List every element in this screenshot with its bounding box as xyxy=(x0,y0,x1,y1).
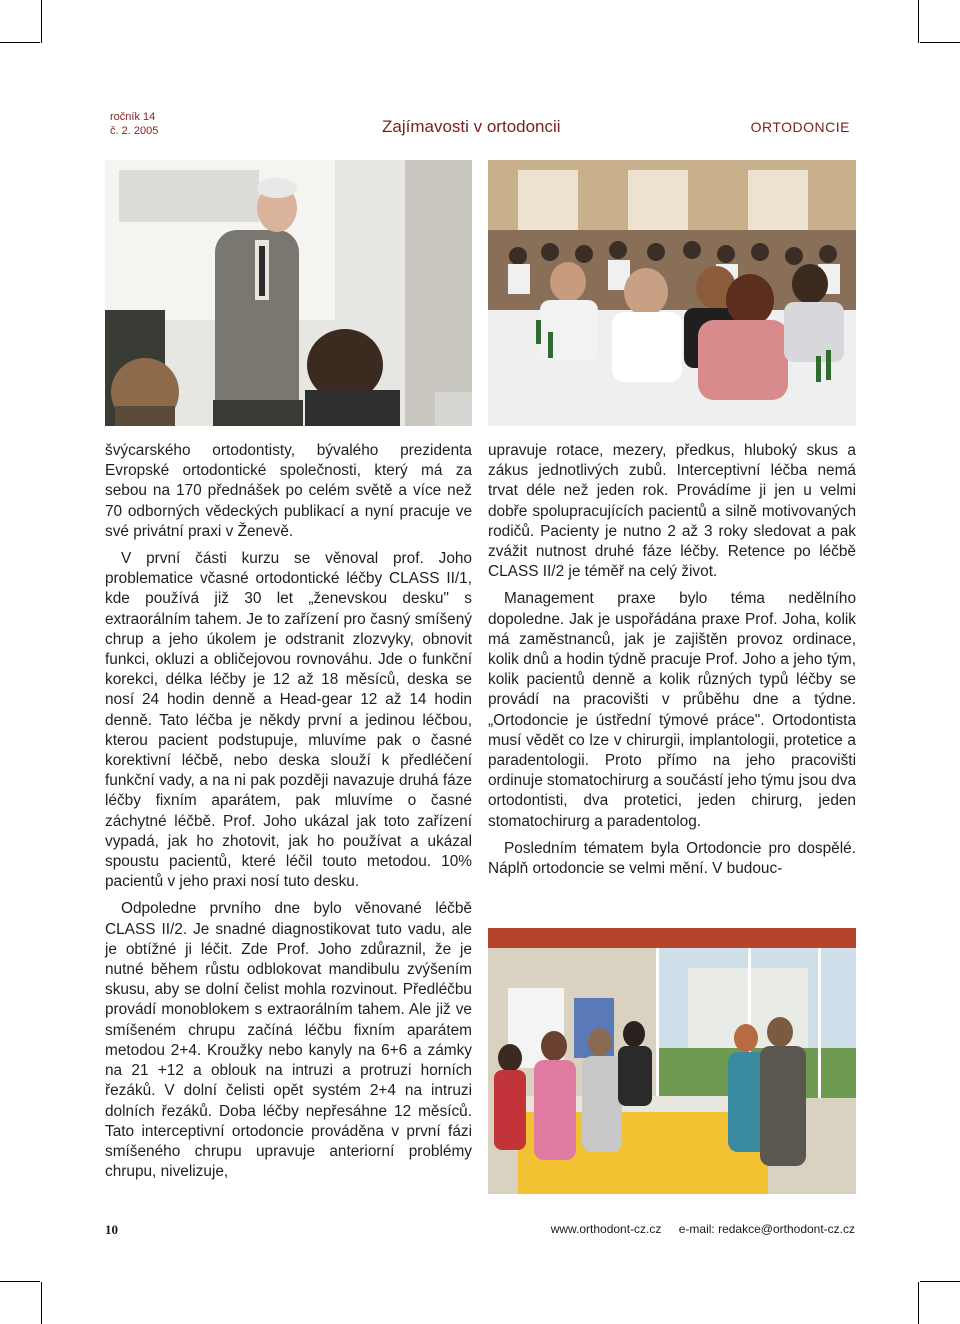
website-link[interactable]: www.orthodont-cz.cz xyxy=(550,1222,662,1236)
crop-mark xyxy=(41,1282,42,1324)
photo-audience xyxy=(488,160,856,426)
crop-mark xyxy=(41,0,42,43)
crop-mark xyxy=(918,0,919,43)
issue-info xyxy=(110,110,158,138)
section-label: ORTODONCIE xyxy=(750,119,850,135)
page-title: Zajímavosti v ortodoncii xyxy=(382,117,561,136)
crop-mark xyxy=(918,1282,919,1324)
article-column-right xyxy=(488,441,856,886)
crop-mark xyxy=(920,1281,960,1282)
photo-exhibition xyxy=(488,928,856,1194)
crop-mark xyxy=(0,42,40,43)
issue-label: č. 2. 2005 xyxy=(110,125,159,137)
email-link[interactable]: e-mail: redakce@orthodont-cz.cz xyxy=(678,1222,855,1236)
paragraph: upravuje rotace, mezery, předkus, hluboký skus a zákus jednotlivých zubů. Interceptivní léčba nemá trvat déle než jeden rok. Provádíme ji jen u velmi dobře spolupracujících pacientů a silně motivovaných rodičů. Pacienty je nutno 2 až 3 roky sledovat a pak zvážit nutnost druhé fáze léčby. Retence po léčbě CLASS II/2 je téměř na celý život. xyxy=(488,442,856,581)
paragraph: švýcarského ortodontisty, bývalého prezidenta Evropské ortodontické společnosti, který má za sebou na 170 přednášek po celém světě a více než 70 odborných vědeckých publikací a nyní pracuje ve své privátní praxi v Ženevě. xyxy=(105,442,472,540)
paragraph: V první části kurzu se věnoval prof. Joho problematice včasné ortodontické léčby CLASS II/1, kde používá již 30 let „ženevskou desku" s extraorálním tahem. Je to zařízení pro časný smíšený chrup a jeho úkolem je odstranit zlozvyky, obnovit funkci, okluzi a obličejovou rovnováhu. Jde o funkční korekci, délka léčby je 12 až 18 měsíců, deska se nosí 24 hodin denně a Head-gear 12 až 14 hodin denně. Tato léčba je někdy první a jedinou léčbou, kterou pacient podstupuje, mluvíme pak o časné korektivní léčbě, nebo deska slouží k předléčení funkční vady, a na ni pak později navazuje druhá fáze léčby fixním aparátem, pak mluvíme o časné záchytné léčbě. Prof. Joho ukázal jak toto zařízení vypadá, jak ho zhotovit, jak ho používat a ukázal spoustu pacientů, které léčil touto metodou. 10% pacientů v jeho praxi nosí tuto desku. xyxy=(105,550,472,891)
paragraph: Management praxe bylo téma nedělního dopoledne. Jak je uspořádána praxe Prof. Joha, kolik má zaměstnanců, jak je zajištěn provoz ordinace, kolik dnů a hodin týdně pracuje Prof. Joho a jeho tým, kolik pacientů denně a kolik různých typů léčby se provádí na pracovišti v průběhu dne a týdne. „Ortodoncie je ústřední týmové práce". Ortodontista musí vědět co lze v chirurgii, implantologii, protetice a paradentologii. Proto přímo na jeho pracovišti ordinuje stomatochirurg a součástí jeho týmu jsou dva ortodontisti, dva protetici, jeden chirurg, jeden stomatochirurg a paradentolog. xyxy=(488,590,856,830)
crop-mark xyxy=(920,42,960,43)
photo-lecturer xyxy=(105,160,472,426)
paragraph: Posledním tématem byla Ortodoncie pro dospělé. Náplň ortodoncie se velmi mění. V budouc- xyxy=(488,839,856,878)
paragraph: Odpoledne prvního dne bylo věnované léčbě CLASS II/2. Je snadné diagnostikovat tuto vadu, ale je obtížné ji léčit. Zde Prof. Joho zdůraznil, že je nutné během růstu odblokovat mandibulu zvýšením skusu, aby se dolní čelist mohla rozvinout. Předléčbu provádí monoblokem s extraorálním tahem. Ale již ve smíšeném chrupu začíná léčbu fixním aparátem metodou 2+4. Kroužky nebo kanyly na 6+6 a zámky na 21 +12 a oblouk na intruzi a protruzi horních řezáků. V dolní čelisti opět systém 2+4 na intruzi dolních řezáků. Doba léčby nepřesáhne 12 měsíců. Tato interceptivní ortodoncie prováděna v první fázi smíšeného chrupu upravuje anteriorní problémy chrupu, nivelizuje, xyxy=(105,900,472,1181)
page-number: 10 xyxy=(105,1222,118,1237)
footer-contacts xyxy=(551,1222,855,1236)
article-column-left xyxy=(105,441,472,1189)
volume-label: ročník 14 xyxy=(110,111,156,123)
crop-mark xyxy=(0,1281,40,1282)
